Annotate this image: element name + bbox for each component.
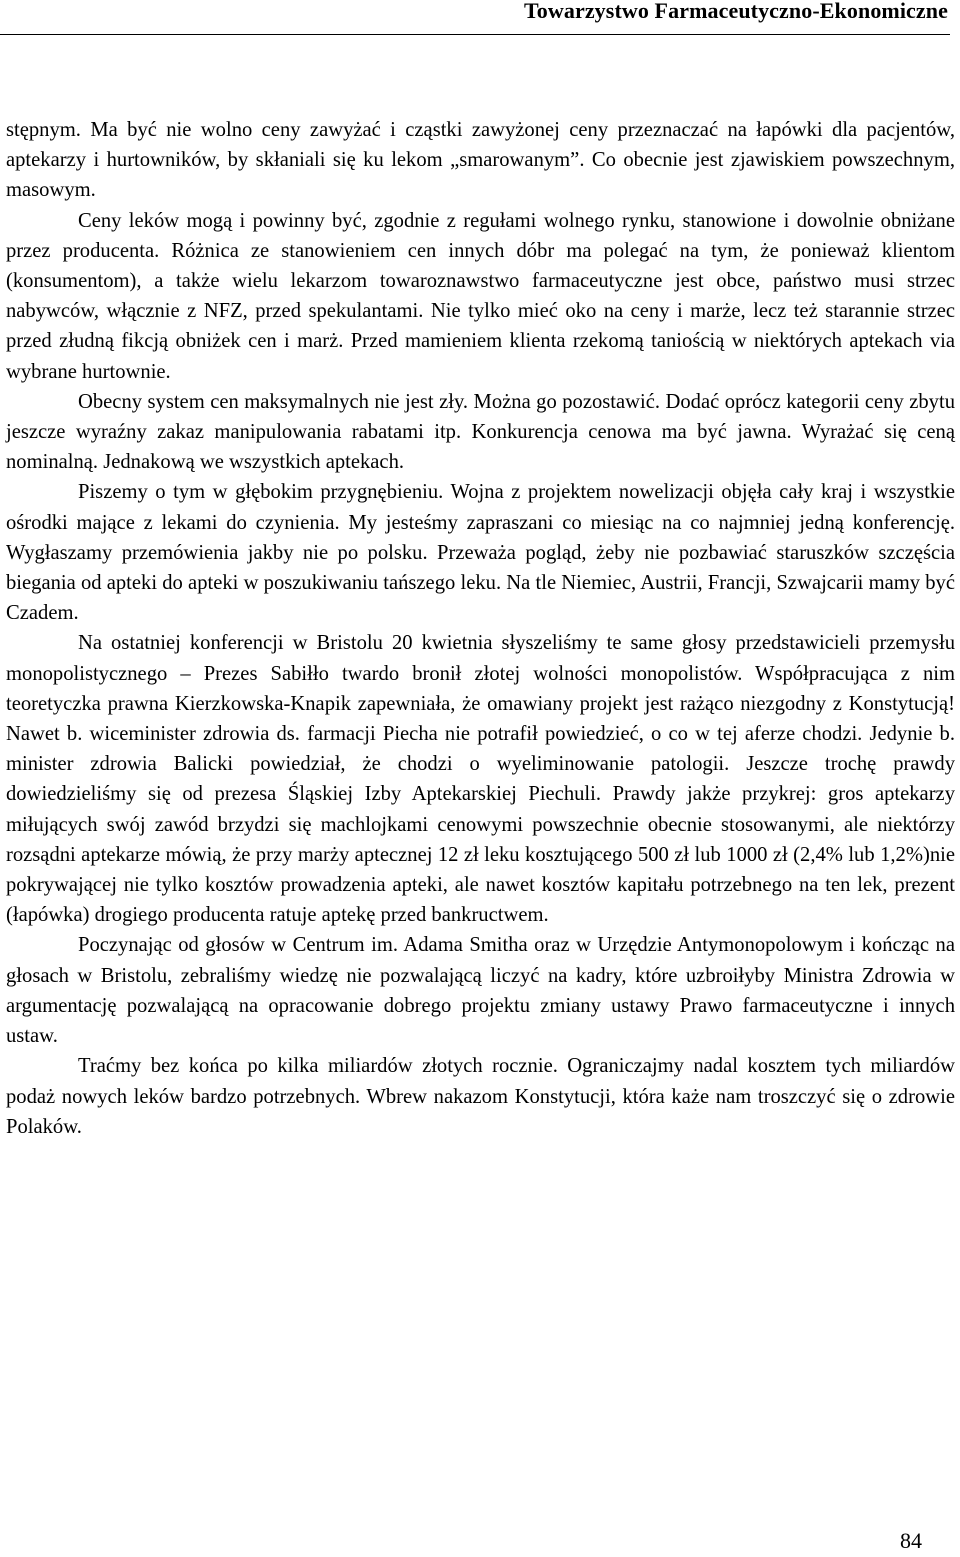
paragraph-6: Poczynając od głosów w Centrum im. Adama Smitha oraz w Urzędzie Antymonopolowym i kończąc na głosach w Bristolu, zebraliśmy wiedzę nie pozwalającą liczyć na kadry, które uzbroiłyby Ministra Zdrowia w argumentację pozwalającą na opracowanie dobrego projektu zmiany ustawy Prawo farmaceutyczne i innych ustaw. xyxy=(6,934,955,1048)
paragraph-4: Piszemy o tym w głębokim przygnębieniu. Wojna z projektem nowelizacji objęła cały kraj i wszystkie ośrodki mające z lekami do czynienia. My jesteśmy zapraszani co miesiąc na co najmniej jedną konferencję. Wygłaszamy przemówienia jakby nie po polsku. Przeważa pogląd, żeby nie pozbawiać staruszków szczęścia biegania od apteki do apteki w poszukiwaniu tańszego leku. Na tle Niemiec, Austrii, Francji, Szwajcarii mamy być Czadem. xyxy=(6,481,955,625)
paragraph-5: Na ostatniej konferencji w Bristolu 20 kwietnia słyszeliśmy te same głosy przedstawicieli przemysłu monopolistycznego – Prezes Sabiłło twardo bronił złotej wolności monopolistów. Współpracująca z nim teoretyczka prawna Kierzkowska-Knapik zapewniała, że omawiany projekt jest rażąco niezgodny z Konstytucją! Nawet b. wiceminister zdrowia ds. farmacji Piecha nie potrafił powiedzieć, o co w tej aferze chodzi. Jedynie b. minister zdrowia Balicki powiedział, że chodzi o wyeliminowanie patologii. Jeszcze trochę prawdy dowiedzieliśmy się od prezesa Śląskiej Izby Aptekarskiej Piechuli. Prawdy jakże przykrej: gros aptekarzy miłujących swój zawód brzydzi się machlojkami cenowymi powszechnie obecnie stosowanymi, ale niektórzy rozsądni aptekarze mówią, że przy marży aptecznej 12 zł leku kosztującego 500 zł lub 1000 zł (2,4% lub 1,2%)nie pokrywającej nie tylko kosztów prowadzenia apteki, ale nawet kosztów kapitału potrzebnego na ten lek, prezent (łapówka) drogiego producenta ratuje aptekę przed bankructwem. xyxy=(6,632,955,927)
article-body xyxy=(6,115,955,1142)
paragraph-2: Ceny leków mogą i powinny być, zgodnie z regułami wolnego rynku, stanowione i dowolnie obniżane przez producenta. Różnica ze stanowieniem cen innych dóbr ma polegać na tym, że ponieważ klientom (konsumentom), a także wielu lekarzom towaroznawstwo farmaceutyczne jest obce, państwo musi strzec nabywców, włącznie z NFZ, przed spekulantami. Nie tylko mieć oko na ceny i marże, lecz też starannie strzec przed złudną fikcją obniżek cen i marż. Przed mamieniem klienta rzekomą taniością w niektórych aptekach via wybrane hurtownie. xyxy=(6,209,955,383)
paragraph-3: Obecny system cen maksymalnych nie jest zły. Można go pozostawić. Dodać oprócz kategorii ceny zbytu jeszcze wyraźny zakaz manipulowania rabatami itp. Konkurencja cenowa ma być jawna. Wyrażać się ceną nominalną. Jednakową we wszystkich aptekach. xyxy=(6,390,955,474)
page-number: 84 xyxy=(900,1528,922,1553)
paragraph-7: Traćmy bez końca po kilka miliardów złotych rocznie. Ograniczajmy nadal kosztem tych miliardów podaż nowych leków bardzo potrzebnych. Wbrew nakazom Konstytucji, która każe nam troszczyć się o zdrowie Polaków. xyxy=(6,1055,955,1138)
running-header xyxy=(0,0,950,35)
paragraph-1: stępnym. Ma być nie wolno ceny zawyżać i cząstki zawyżonej ceny przeznaczać na łapówki dla pacjentów, aptekarzy i hurtowników, by skłaniali się ku lekom „smarowanym”. Co obecnie jest zjawiskiem powszechnym, masowym. xyxy=(6,119,955,202)
header-title: Towarzystwo Farmaceutyczno-Ekonomiczne xyxy=(524,0,948,23)
